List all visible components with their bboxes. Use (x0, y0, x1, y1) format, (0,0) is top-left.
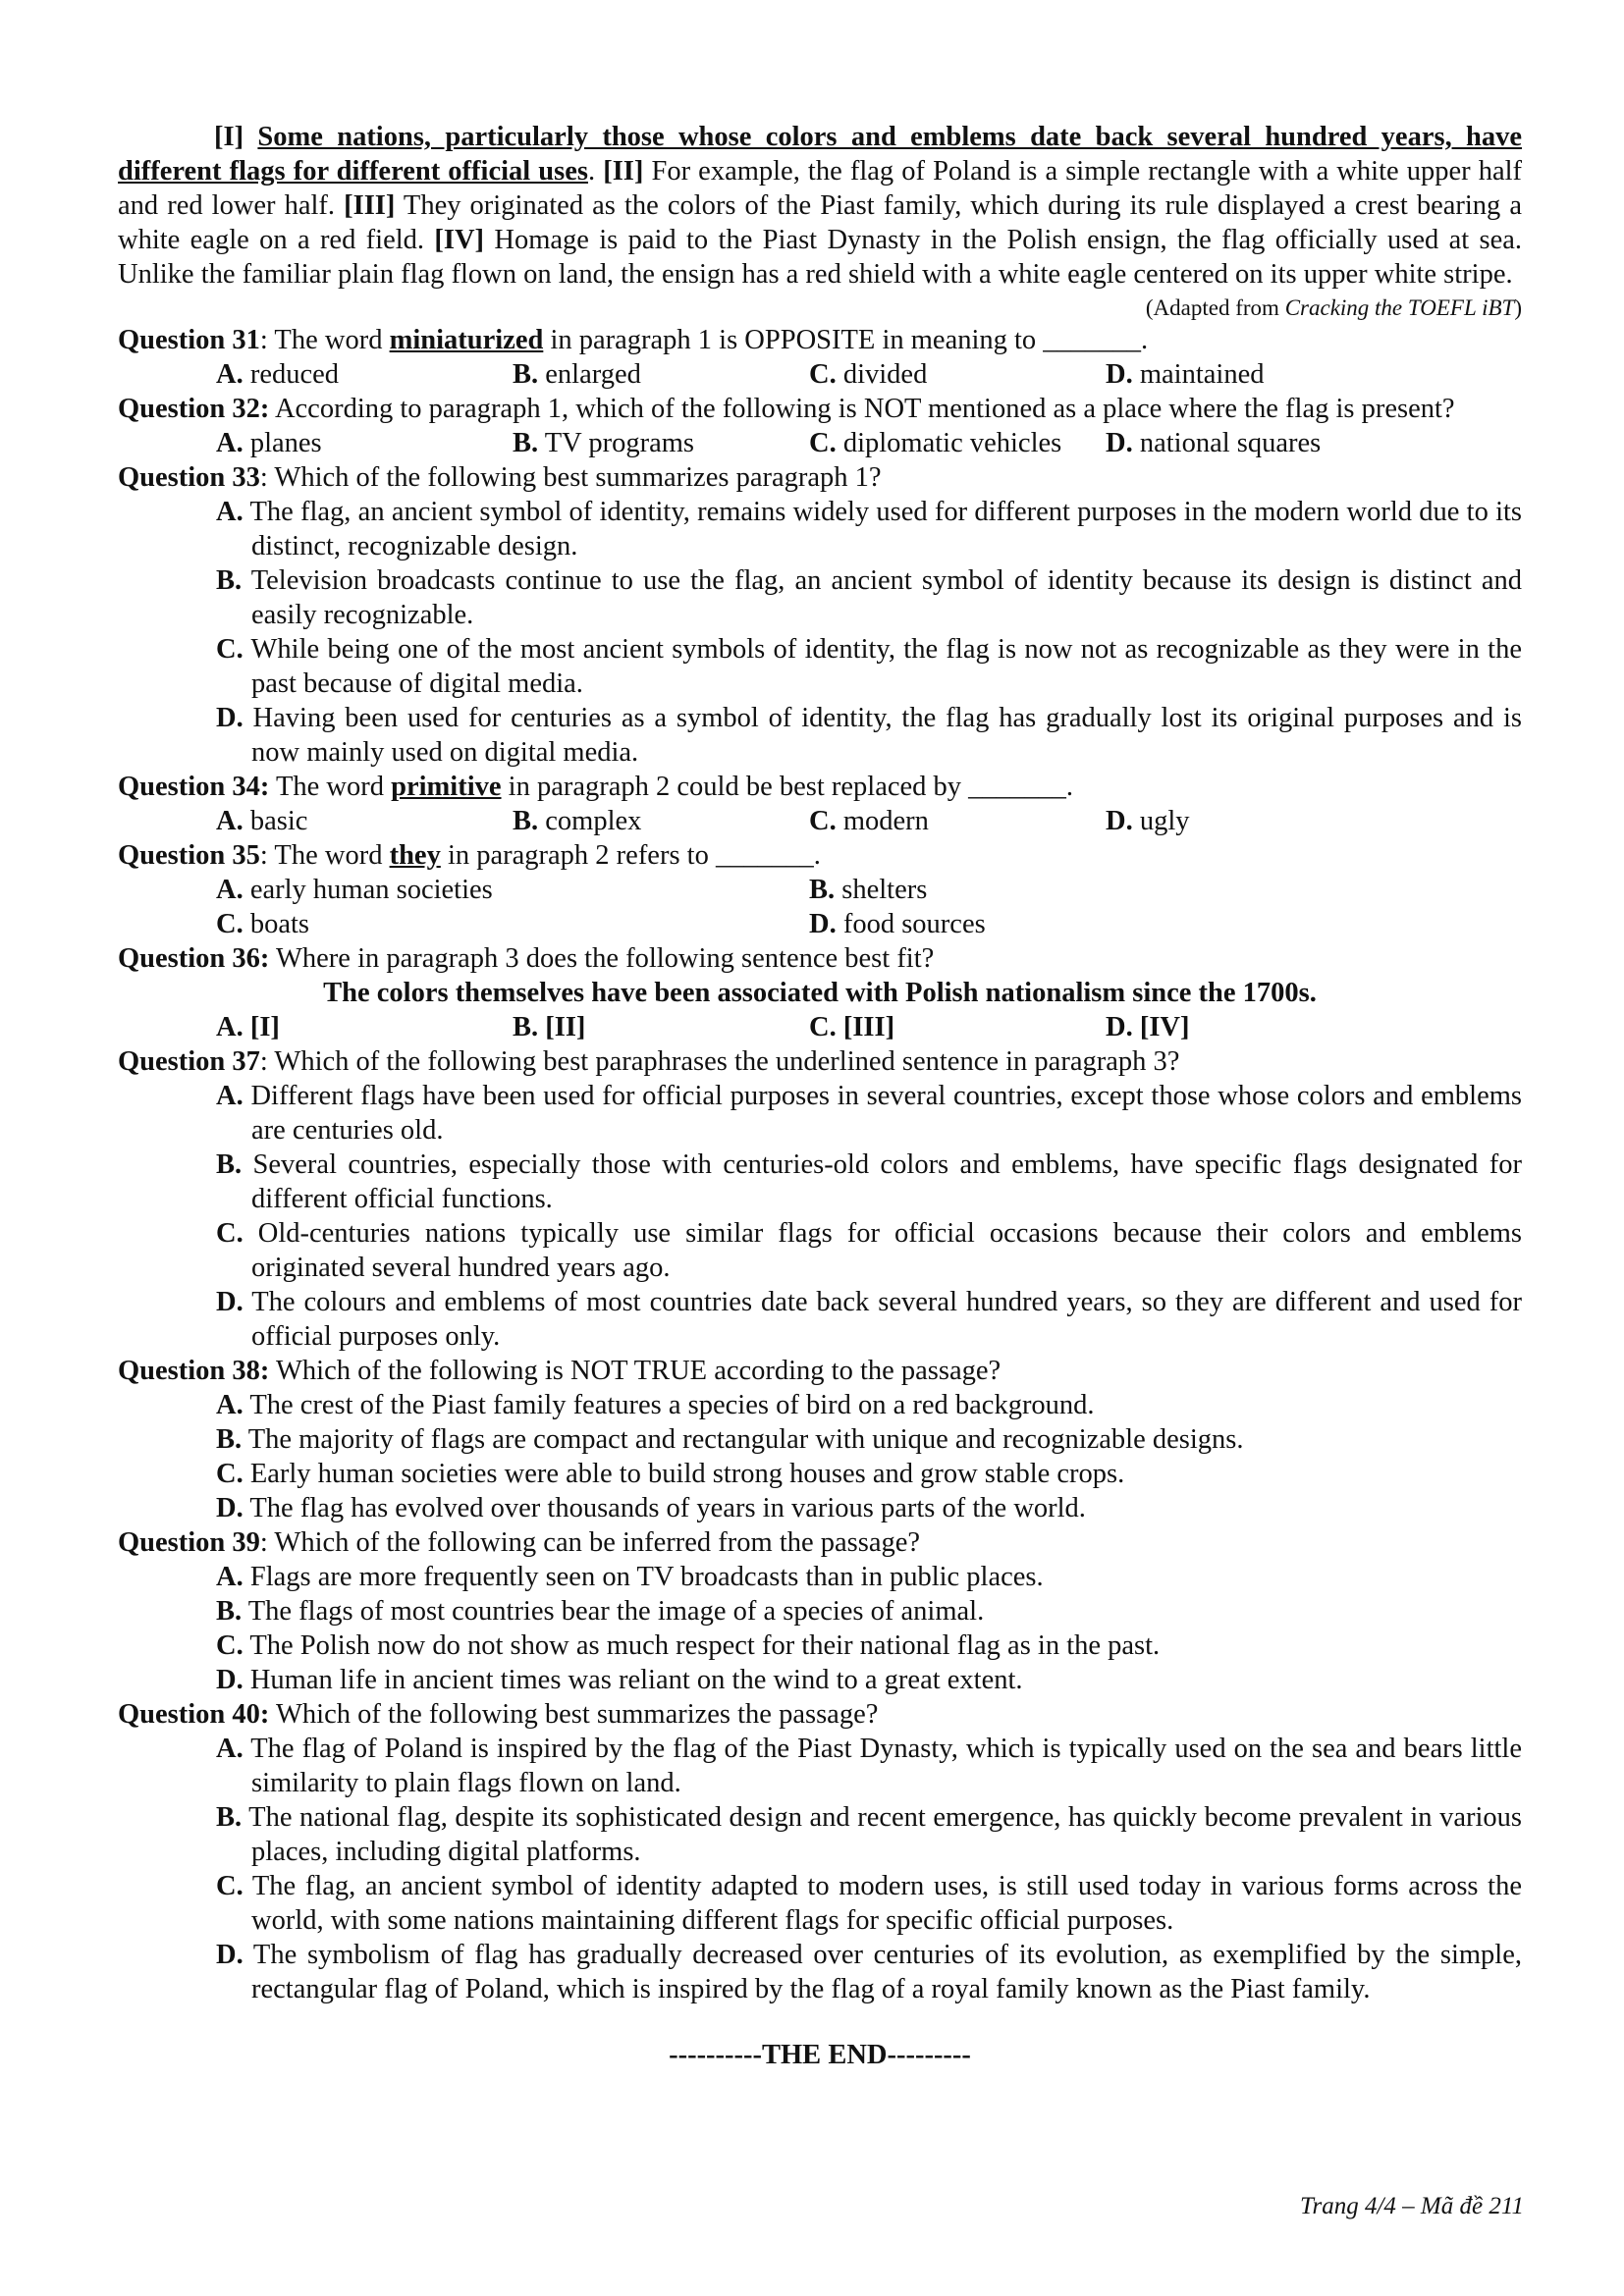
option-text: The crest of the Piast family features a species of bird on a red background. (243, 1390, 1095, 1420)
passage-text: . (587, 156, 604, 187)
option-text: Early human societies were able to build strong houses and grow stable crops. (243, 1459, 1125, 1489)
option-text: TV programs (538, 428, 694, 458)
question-40 (118, 1697, 1522, 1732)
option-label: A. (216, 1562, 244, 1592)
option-d[interactable] (118, 1938, 1522, 2006)
source-prefix: (Adapted from (1145, 295, 1285, 320)
option-b[interactable] (809, 873, 1402, 907)
question-38 (118, 1354, 1522, 1388)
option-label: B. (513, 359, 539, 390)
question-37 (118, 1044, 1522, 1079)
option-b[interactable] (513, 1010, 809, 1044)
option-b[interactable] (513, 426, 809, 460)
option-label: C. (216, 1459, 244, 1489)
options-31 (118, 357, 1522, 392)
option-b[interactable] (513, 357, 809, 392)
option-text: The colours and emblems of most countries date back several hundred years, so they are different and used for official purposes only. (243, 1287, 1522, 1352)
option-label: A. (216, 1081, 244, 1111)
option-label: D. (216, 1287, 244, 1317)
option-text: diplomatic vehicles (836, 428, 1062, 458)
option-text: planes (243, 428, 322, 458)
question-number: Question 34: (118, 772, 270, 802)
option-d[interactable] (1106, 426, 1402, 460)
option-label: D. [IV] (1106, 1012, 1190, 1042)
question-number: Question 36: (118, 943, 270, 974)
option-text: The flags of most countries bear the image of a species of animal. (242, 1596, 985, 1627)
option-label: C. (809, 428, 837, 458)
option-d[interactable] (809, 907, 1402, 941)
question-33 (118, 460, 1522, 495)
option-label: A. (216, 806, 244, 836)
option-text: ugly (1132, 806, 1190, 836)
option-c[interactable] (118, 1869, 1522, 1938)
option-text: The majority of flags are compact and rectangular with unique and recognizable designs. (242, 1424, 1244, 1455)
option-label: C. (216, 1630, 244, 1661)
option-text: complex (538, 806, 642, 836)
passage-text: For example, the flag of Poland is a simple rectangle with a white upper half and red lower half. (118, 156, 1523, 221)
target-word: miniaturized (389, 325, 544, 355)
option-a[interactable] (216, 1010, 513, 1044)
question-number: Question 33 (118, 462, 260, 493)
option-label: A. (216, 428, 244, 458)
question-number: Question 31 (118, 325, 260, 355)
option-b[interactable] (118, 1594, 1522, 1629)
option-c[interactable] (809, 426, 1106, 460)
question-number: Question 40: (118, 1699, 270, 1730)
question-text: in paragraph 1 is OPPOSITE in meaning to _______. (543, 325, 1149, 355)
option-d[interactable] (1106, 357, 1402, 392)
question-35 (118, 838, 1522, 873)
option-label: C. (216, 1871, 244, 1901)
marker-1: [I] (214, 122, 244, 152)
option-c[interactable] (216, 907, 809, 941)
option-label: A. (216, 1734, 244, 1764)
question-number: Question 37 (118, 1046, 260, 1077)
source-title: Cracking the TOEFL iBT (1284, 295, 1515, 320)
question-31 (118, 323, 1522, 357)
option-label: B. [II] (513, 1012, 586, 1042)
option-label: C. (216, 909, 244, 939)
option-text: The flag has evolved over thousands of years in various parts of the world. (243, 1493, 1086, 1523)
question-39 (118, 1525, 1522, 1560)
option-text: divided (836, 359, 928, 390)
option-label: C. (216, 1218, 244, 1249)
option-a[interactable] (118, 1079, 1522, 1148)
option-text: basic (243, 806, 308, 836)
question-36 (118, 941, 1522, 976)
option-c[interactable] (809, 1010, 1106, 1044)
question-number: Question 35 (118, 840, 260, 871)
marker-2: [II] (603, 156, 644, 187)
option-label: D. (216, 1493, 244, 1523)
option-text: The flag, an ancient symbol of identity, remains widely used for different purposes in the modern world due to its distinct, recognizable design. (243, 497, 1522, 561)
question-text: : Which of the following best paraphrases the underlined sentence in paragraph 3? (259, 1046, 1180, 1077)
option-c[interactable] (118, 1457, 1522, 1491)
question-text: Where in paragraph 3 does the following sentence best fit? (269, 943, 935, 974)
option-text: The flag of Poland is inspired by the flag of the Piast Dynasty, which is typically used on the sea and bears little similarity to plain flags flown on land. (243, 1734, 1522, 1798)
option-text: Human life in ancient times was reliant on the wind to a great extent. (243, 1665, 1023, 1695)
option-label: C. [III] (809, 1012, 895, 1042)
option-label: A. (216, 875, 244, 905)
option-text: maintained (1132, 359, 1265, 390)
option-text: Having been used for centuries as a symbol of identity, the flag has gradually lost its original purposes and is now mainly used on digital media. (243, 703, 1522, 768)
the-end-marker: ----------THE END--------- (669, 2040, 971, 2070)
option-text: Television broadcasts continue to use the flag, an ancient symbol of identity because its design is distinct and easily recognizable. (242, 565, 1522, 630)
question-number: Question 38: (118, 1356, 270, 1386)
options-32 (118, 426, 1522, 460)
option-b[interactable] (118, 1800, 1522, 1869)
option-d[interactable] (118, 1491, 1522, 1525)
option-label: B. (513, 806, 539, 836)
question-34 (118, 770, 1522, 804)
option-d[interactable] (1106, 804, 1402, 838)
question-text: : The word (259, 840, 390, 871)
marker-4: [IV] (434, 225, 485, 255)
option-label: D. (809, 909, 837, 939)
options-34 (118, 804, 1522, 838)
question-text: The word (269, 772, 392, 802)
underlined-sentence: Some nations, particularly those whose colors and emblems date back several hundred years, have different flags for different official uses (118, 122, 1523, 187)
option-b[interactable] (513, 804, 809, 838)
exam-page (118, 120, 1522, 2072)
source-suffix: ) (1514, 295, 1522, 320)
option-text: reduced (243, 359, 340, 390)
option-text: While being one of the most ancient symbols of identity, the flag is now not as recognizable as they were in the past because of digital media. (243, 634, 1522, 699)
option-a[interactable] (118, 1388, 1522, 1422)
option-label: B. (809, 875, 836, 905)
options-36 (118, 1010, 1522, 1044)
option-d[interactable] (118, 701, 1522, 770)
option-label: A. (216, 1390, 244, 1420)
option-label: D. (1106, 359, 1133, 390)
option-c[interactable] (118, 632, 1522, 701)
option-text: modern (836, 806, 929, 836)
option-label: D. (216, 1665, 244, 1695)
question-text: According to paragraph 1, which of the following is NOT mentioned as a place where the flag is present? (269, 394, 1455, 424)
target-word: primitive (391, 772, 502, 802)
option-a[interactable] (216, 426, 513, 460)
question-number: Question 32: (118, 394, 270, 424)
source-citation (118, 294, 1522, 323)
option-label: D. (216, 703, 244, 733)
question-text: : Which of the following best summarizes paragraph 1? (259, 462, 882, 493)
option-a[interactable] (118, 1732, 1522, 1800)
option-text: Several countries, especially those with centuries-old colors and emblems, have specific flags designated for different official functions. (242, 1149, 1522, 1214)
option-d[interactable] (118, 1285, 1522, 1354)
option-text: enlarged (538, 359, 641, 390)
option-text: The national flag, despite its sophisticated design and recent emergence, has quickly become prevalent in various places, including digital platforms. (242, 1802, 1522, 1867)
option-b[interactable] (118, 1422, 1522, 1457)
option-text: Different flags have been used for official purposes in several countries, except those whose colors and emblems are centuries old. (243, 1081, 1522, 1146)
option-d[interactable] (118, 1663, 1522, 1697)
passage-paragraph-3 (118, 120, 1522, 292)
question-text: : The word (259, 325, 390, 355)
option-label: C. (809, 359, 837, 390)
option-text: Old-centuries nations typically use similar flags for official occasions because their colors and emblems originated several hundred years ago. (243, 1218, 1522, 1283)
option-label: D. (216, 1940, 244, 1970)
option-text: national squares (1132, 428, 1322, 458)
question-text: Which of the following best summarizes the passage? (269, 1699, 879, 1730)
option-label: D. (1106, 806, 1133, 836)
option-text: boats (243, 909, 310, 939)
option-text: Flags are more frequently seen on TV broadcasts than in public places. (243, 1562, 1044, 1592)
option-d[interactable] (1106, 1010, 1402, 1044)
option-c[interactable] (809, 357, 1106, 392)
option-a[interactable] (118, 1560, 1522, 1594)
option-text: The Polish now do not show as much respect for their national flag as in the past. (243, 1630, 1161, 1661)
option-label: B. (216, 565, 243, 596)
option-text: The flag, an ancient symbol of identity adapted to modern uses, is still used today in various forms across the world, with some nations maintaining different flags for specific official purposes. (243, 1871, 1522, 1936)
option-b[interactable] (118, 1148, 1522, 1216)
question-text: Which of the following is NOT TRUE according to the passage? (269, 1356, 1001, 1386)
options-35 (118, 873, 1522, 941)
option-label: B. (513, 428, 539, 458)
question-text: in paragraph 2 could be best replaced by _______. (501, 772, 1074, 802)
option-c[interactable] (118, 1216, 1522, 1285)
option-a[interactable] (216, 804, 513, 838)
question-32 (118, 392, 1522, 426)
option-label: B. (216, 1596, 243, 1627)
question-number: Question 39 (118, 1527, 260, 1558)
option-c[interactable] (809, 804, 1106, 838)
option-a[interactable] (216, 357, 513, 392)
question-text: : Which of the following can be inferred from the passage? (259, 1527, 921, 1558)
option-a[interactable] (118, 495, 1522, 563)
option-label: B. (216, 1802, 243, 1833)
option-b[interactable] (118, 563, 1522, 632)
passage-text: They originated as the colors of the Piast family, which during its rule displayed a crest bearing a white eagle on a red field. (118, 190, 1522, 255)
target-word: they (389, 840, 441, 871)
option-label: B. (216, 1424, 243, 1455)
option-label: C. (809, 806, 837, 836)
option-c[interactable] (118, 1629, 1522, 1663)
option-label: B. (216, 1149, 243, 1180)
marker-3: [III] (344, 190, 396, 221)
option-label: A. [I] (216, 1012, 280, 1042)
option-label: D. (1106, 428, 1133, 458)
passage-text: Homage is paid to the Piast Dynasty in the Polish ensign, the flag officially used at sea. Unlike the familiar plain flag flown on land, the ensign has a red shield with a white eagle centered on its upper white stripe. (118, 225, 1523, 290)
option-text: The symbolism of flag has gradually decreased over centuries of its evolution, as exemplified by the simple, rectangular flag of Poland, which is inspired by the flag of a royal family known as the Piast family. (243, 1940, 1522, 2004)
option-label: A. (216, 359, 244, 390)
option-text: early human societies (243, 875, 493, 905)
option-a[interactable] (216, 873, 809, 907)
question-text: in paragraph 2 refers to _______. (440, 840, 821, 871)
page-footer: Trang 4/4 – Mã đề 211 (1299, 2193, 1524, 2219)
option-label: C. (216, 634, 244, 665)
option-label: A. (216, 497, 244, 527)
option-text: shelters (835, 875, 928, 905)
option-text: food sources (836, 909, 986, 939)
insert-sentence: The colors themselves have been associated with Polish nationalism since the 1700s. (323, 978, 1317, 1008)
